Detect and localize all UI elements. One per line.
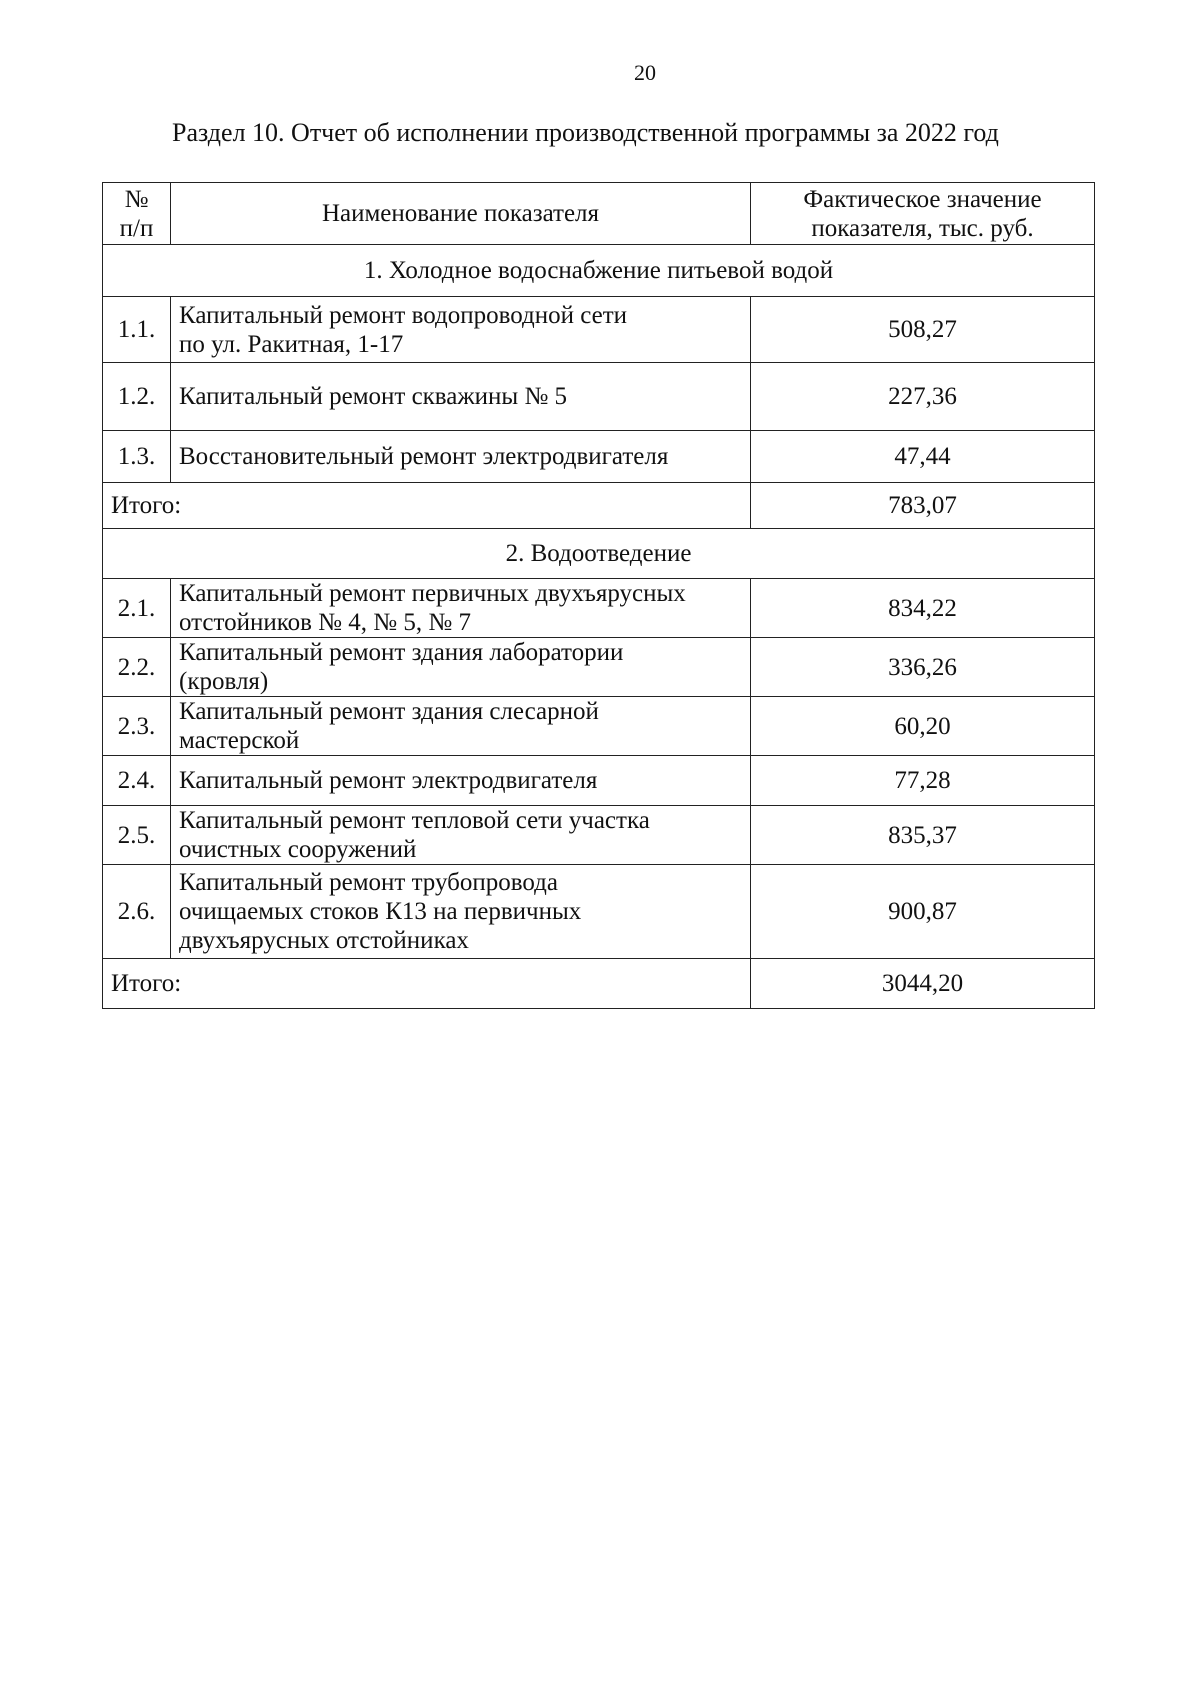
section-row [103, 245, 1095, 297]
table-body [103, 245, 1095, 1009]
row-name-cell [171, 806, 751, 865]
row-number-cell: 1.3. [103, 431, 171, 483]
row-number-cell: 2.1. [103, 579, 171, 638]
report-table [102, 182, 1095, 1009]
row-name-line: по ул. Ракитная, 1-17 [179, 330, 404, 358]
row-name-cell [171, 865, 751, 959]
table-row [103, 579, 1095, 638]
row-number-cell: 1.2. [103, 363, 171, 431]
row-name-line: Капитальный ремонт трубопровода [179, 869, 558, 896]
row-name-cell [171, 697, 751, 756]
section-row [103, 529, 1095, 579]
table-row [103, 865, 1095, 959]
row-value-cell: 77,28 [751, 756, 1095, 806]
row-name-line: Капитальный ремонт водопроводной сети [179, 301, 628, 329]
table-row [103, 638, 1095, 697]
row-name-cell [171, 579, 751, 638]
row-value-cell: 835,37 [751, 806, 1095, 865]
row-name-cell [171, 756, 751, 806]
table-row [103, 297, 1095, 363]
row-number-cell: 2.6. [103, 865, 171, 959]
total-label-cell: Итого: [103, 959, 751, 1009]
row-name-line: (кровля) [179, 668, 269, 695]
total-row [103, 959, 1095, 1009]
total-value-cell: 783,07 [751, 483, 1095, 529]
row-name-line: очистных сооружений [179, 836, 417, 863]
total-label-cell: Итого: [103, 483, 751, 529]
row-name-line: Восстановительный ремонт электродвигателя [179, 443, 669, 470]
row-value-cell: 508,27 [751, 297, 1095, 363]
row-name-line: Капитальный ремонт здания слесарной [179, 698, 599, 725]
row-name-line: Капитальный ремонт скважины № 5 [179, 383, 568, 410]
row-number-cell: 2.3. [103, 697, 171, 756]
row-value-cell: 60,20 [751, 697, 1095, 756]
row-name-cell [171, 363, 751, 431]
header-value-line2: показателя, тыс. руб. [811, 214, 1034, 242]
row-name-line: Капитальный ремонт тепловой сети участка [179, 807, 650, 834]
section-title-cell: 2. Водоотведение [103, 529, 1095, 579]
table-row [103, 756, 1095, 806]
row-name-line: Капитальный ремонт здания лаборатории [179, 639, 624, 666]
row-name-cell [171, 638, 751, 697]
header-value [751, 183, 1095, 245]
total-row [103, 483, 1095, 529]
row-name-line: очищаемых стоков К13 на первичных [179, 898, 582, 925]
table-header-row [103, 183, 1095, 245]
row-name-line: отстойников № 4, № 5, № 7 [179, 609, 471, 636]
table-row [103, 431, 1095, 483]
header-name: Наименование показателя [171, 183, 751, 245]
row-name-line: мастерской [179, 727, 300, 754]
row-value-cell: 227,36 [751, 363, 1095, 431]
row-value-cell: 900,87 [751, 865, 1095, 959]
table-row [103, 697, 1095, 756]
section-title-cell: 1. Холодное водоснабжение питьевой водой [103, 245, 1095, 297]
row-value-cell: 336,26 [751, 638, 1095, 697]
row-value-cell: 47,44 [751, 431, 1095, 483]
table-row [103, 363, 1095, 431]
row-name-line: двухъярусных отстойниках [179, 927, 469, 954]
section-title: Раздел 10. Отчет об исполнении производственной программы за 2022 год [172, 118, 999, 147]
header-num-line1: № [124, 185, 149, 213]
row-number-cell: 2.4. [103, 756, 171, 806]
row-name-cell [171, 297, 751, 363]
row-name-line: Капитальный ремонт электродвигателя [179, 767, 598, 794]
page-number: 20 [634, 60, 656, 85]
row-number-cell: 2.5. [103, 806, 171, 865]
header-num-line2: п/п [119, 214, 154, 242]
total-value-cell: 3044,20 [751, 959, 1095, 1009]
row-value-cell: 834,22 [751, 579, 1095, 638]
row-name-line: Капитальный ремонт первичных двухъярусных [179, 580, 686, 607]
header-num [103, 183, 171, 245]
row-name-cell [171, 431, 751, 483]
header-value-line1: Фактическое значение [803, 185, 1042, 213]
table-row [103, 806, 1095, 865]
row-number-cell: 1.1. [103, 297, 171, 363]
row-number-cell: 2.2. [103, 638, 171, 697]
